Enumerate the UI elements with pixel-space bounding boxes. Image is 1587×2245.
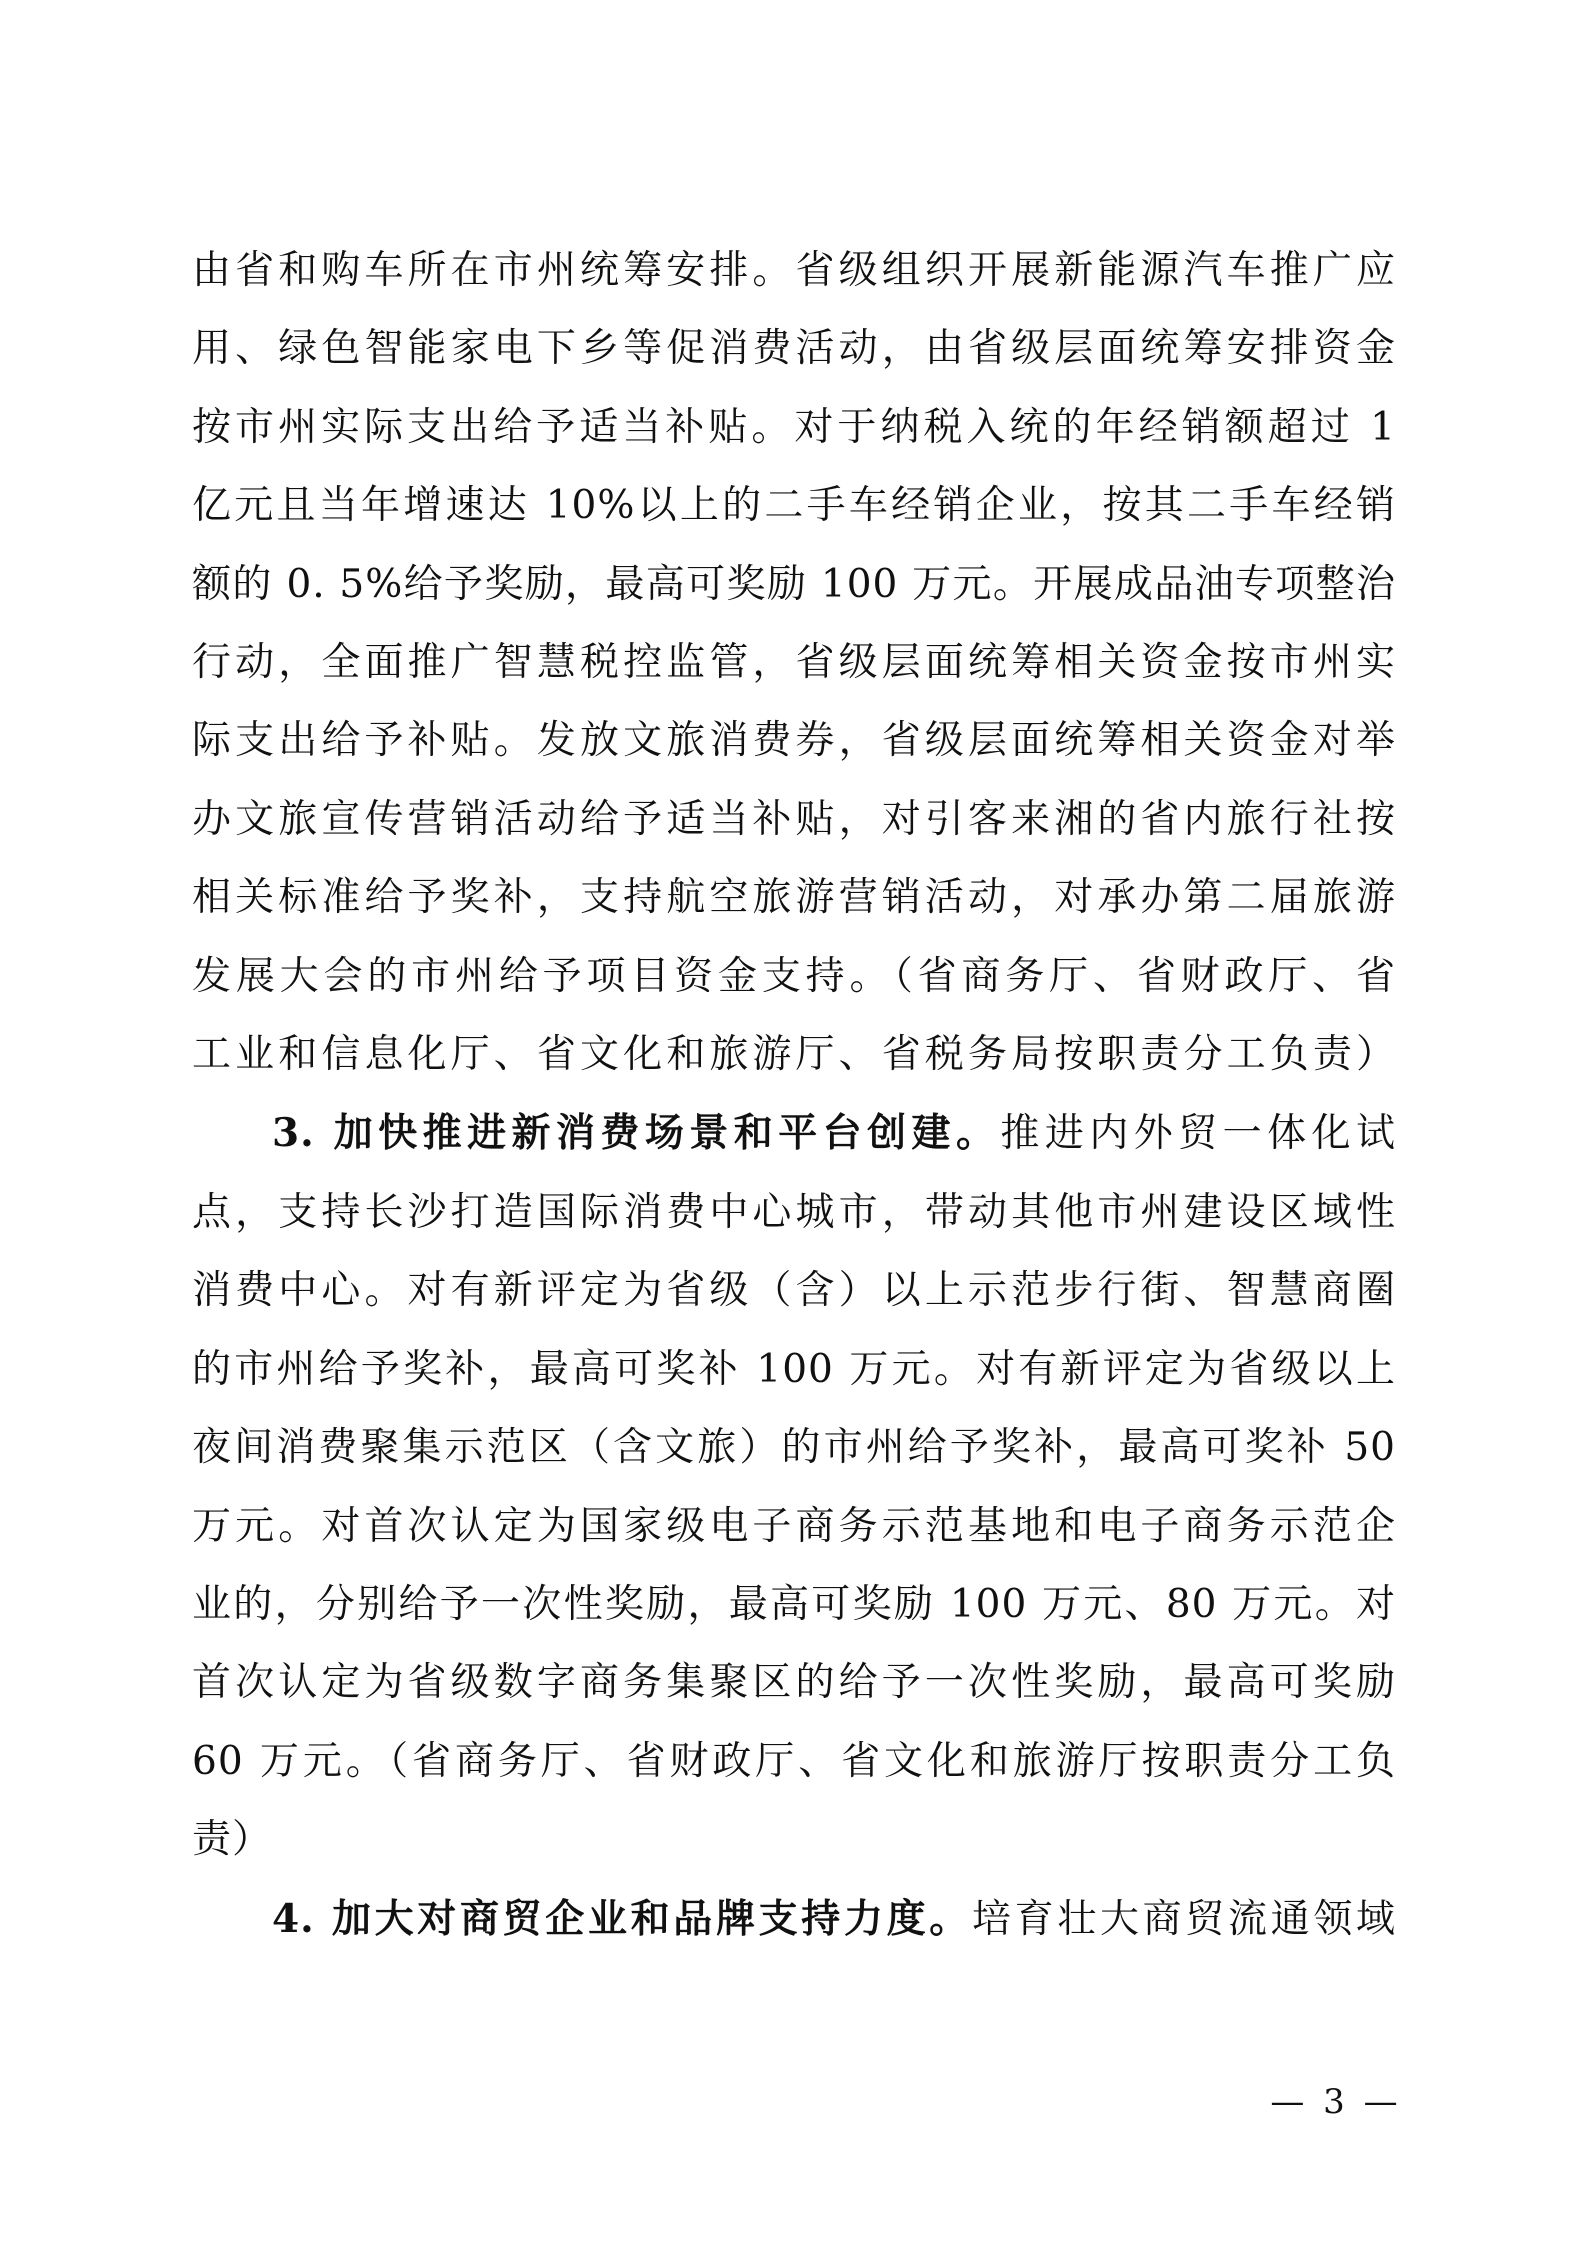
item-heading: 3. 加快推进新消费场景和平台创建。: [272, 1110, 1001, 1157]
text-line: 相关标准给予奖补，支持航空旅游营销活动，对承办第二届旅游: [192, 875, 1396, 921]
text-line: 际支出给予补贴。发放文旅消费券，省级层面统筹相关资金对举: [192, 718, 1396, 764]
text-line: 责）: [192, 1817, 273, 1863]
text-line: 行动，全面推广智慧税控监管，省级层面统筹相关资金按市州实: [192, 640, 1396, 686]
text-line: 办文旅宣传营销活动给予适当补贴，对引客来湘的省内旅行社按: [192, 796, 1396, 842]
text-line: 消费中心。对有新评定为省级（含）以上示范步行街、智慧商圈: [192, 1268, 1396, 1314]
text-line: 由省和购车所在市州统筹安排。省级组织开展新能源汽车推广应: [192, 248, 1396, 293]
text-line: 发展大会的市州给予项目资金支持。（省商务厅、省财政厅、省: [192, 953, 1396, 999]
text-line: 首次认定为省级数字商务集聚区的给予一次性奖励，最高可奖励: [192, 1660, 1396, 1706]
text-line: 额的 0. 5%给予奖励，最高可奖励 100 万元。开展成品油专项整治: [192, 561, 1396, 607]
text-line: 工业和信息化厅、省文化和旅游厅、省税务局按职责分工负责）: [192, 1032, 1396, 1078]
text-line: 点，支持长沙打造国际消费中心城市，带动其他市州建设区域性: [192, 1189, 1396, 1235]
text-line: [192, 1094, 1396, 1173]
text-line: 的市州给予奖补，最高可奖补 100 万元。对有新评定为省级以上: [192, 1346, 1396, 1392]
paragraph-item-4: [192, 1880, 1396, 1959]
text-line: [192, 1880, 1396, 1959]
text-line: 万元。对首次认定为国家级电子商务示范基地和电子商务示范企: [192, 1503, 1396, 1549]
page-number: — 3 —: [1270, 2082, 1402, 2122]
text-line: 用、绿色智能家电下乡等促消费活动，由省级层面统筹安排资金: [192, 326, 1396, 372]
item-text: 推进内外贸一体化试: [1000, 1111, 1396, 1157]
item-heading: 4. 加大对商贸企业和品牌支持力度。: [272, 1895, 972, 1942]
paragraph-continuation: [192, 232, 1396, 1094]
item-text: 培育壮大商贸流通领域: [971, 1896, 1396, 1942]
text-line: 按市州实际支出给予适当补贴。对于纳税入统的年经销额超过 1: [192, 404, 1396, 450]
text-line: 夜间消费聚集示范区（含文旅）的市州给予奖补，最高可奖补 50: [192, 1425, 1396, 1471]
document-body: [192, 232, 1396, 1959]
paragraph-item-3: [192, 1094, 1396, 1879]
text-line: 60 万元。（省商务厅、省财政厅、省文化和旅游厅按职责分工负: [192, 1738, 1396, 1784]
text-line: 亿元且当年增速达 10%以上的二手车经销企业，按其二手车经销: [192, 483, 1396, 529]
text-line: 业的，分别给予一次性奖励，最高可奖励 100 万元、80 万元。对: [192, 1581, 1396, 1627]
